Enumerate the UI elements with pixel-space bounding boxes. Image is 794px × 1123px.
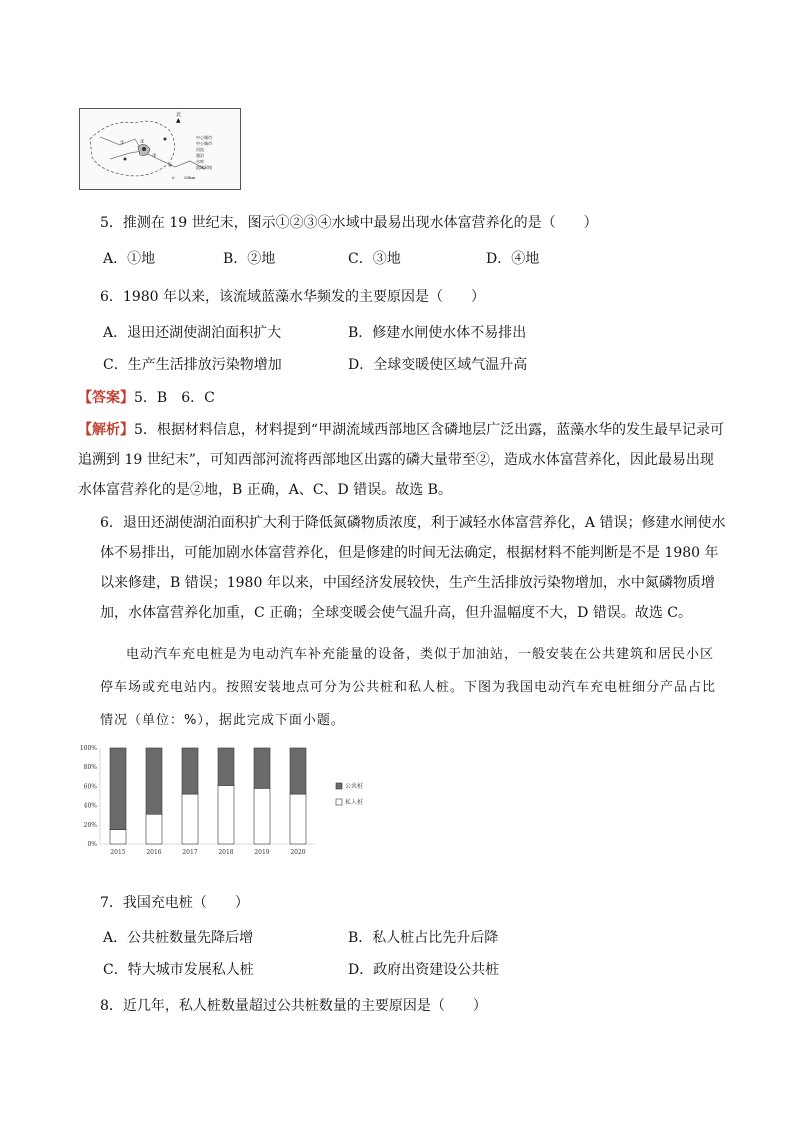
q5-option-c[interactable]: C．③地 [348, 251, 401, 267]
scale-start: 0 [172, 175, 175, 180]
svg-text:②: ② [140, 139, 145, 145]
north-arrow-icon: ▲ [176, 117, 181, 124]
y-tick-label: 0% [87, 841, 97, 848]
svg-text:①: ① [120, 140, 125, 146]
map-legend-item: 中心城市 [196, 135, 212, 140]
answer-value: 5．B 6．C [134, 390, 215, 406]
analysis-q6-text: 6．退田还湖使湖泊面积扩大利于降低氮磷物质浓度，利于减轻水体富营养化，A 错误；修建水闸使水体不易排出，可能加剧水体富营养化，但是修建的时间无法确定，根据材料不能判断是不是 1980 年以来修建，B 错误；1980 年以来，中国经济发展较快，生产生活排放污染物增加，水中氮磷物质增加，水体富营养化加重，C 正确；全球变暖会使气温升高，但升温幅度不大，D 错误。故选 C。 [100, 515, 726, 621]
x-tick-label: 2015 [110, 849, 126, 856]
bar-segment [218, 785, 234, 844]
y-tick-label: 60% [83, 783, 97, 791]
x-tick-label: 2018 [218, 849, 234, 856]
bar-segment [110, 748, 126, 830]
map-legend [196, 135, 212, 171]
map-legend-item: 中小城市 [196, 141, 212, 146]
north-label: 北 [176, 112, 182, 118]
map-legend-item: 水库 [196, 159, 204, 164]
q7-option-d[interactable]: D．政府出资建设公共桩 [348, 962, 500, 978]
charging-pile-chart [70, 740, 400, 865]
chart-svg [70, 740, 400, 865]
scale-unit: 30km [184, 175, 196, 180]
q6-option-a[interactable]: A．退田还湖使湖泊面积扩大 [103, 325, 282, 341]
bar-segment [254, 748, 270, 788]
q7-option-c[interactable]: C．特大城市发展私人桩 [103, 962, 254, 978]
bar-segment [182, 794, 198, 844]
bar-segment [290, 748, 306, 794]
analysis-q5 [78, 415, 726, 505]
bar-segment [146, 748, 162, 814]
q5-option-a[interactable]: A．①地 [103, 251, 156, 267]
q7-stem: 7．我国充电桩（ ） [100, 895, 249, 911]
q8-stem: 8．近几年，私人桩数量超过公共桩数量的主要原因是（ ） [100, 998, 487, 1014]
legend-swatch [336, 783, 342, 789]
y-tick-label: 40% [83, 802, 97, 810]
q7-option-b[interactable]: B．私人桩占比先升后降 [348, 930, 499, 946]
bar-segment [254, 788, 270, 844]
x-tick-label: 2017 [182, 849, 198, 856]
legend-label: 公共桩 [345, 783, 364, 790]
material-paragraph: 电动汽车充电桩是为电动汽车补充能量的设备，类似于加油站，一般安装在公共建筑和居民小区停车场或充电站内。按照安装地点可分为公共桩和私人桩。下图为我国电动汽车充电桩细分产品占比情况（单位：%），据此完成下面小题。 [100, 647, 717, 728]
svg-text:③: ③ [152, 153, 157, 159]
bar-segment [182, 748, 198, 794]
map-legend-item: 湖泊 [196, 153, 204, 158]
x-tick-label: 2016 [146, 849, 162, 856]
q6-option-b[interactable]: B．修建水闸使水体不易排出 [348, 325, 527, 341]
bar-segment [290, 794, 306, 844]
legend-swatch [336, 799, 342, 805]
q6-option-c[interactable]: C．生产生活排放污染物增加 [103, 357, 282, 373]
analysis-label: 【解析】 [78, 422, 134, 438]
q6-stem: 6．1980 年以来，该流域蓝藻水华频发的主要原因是（ ） [100, 289, 485, 305]
y-tick-label: 20% [83, 821, 97, 829]
map-graphic [80, 109, 240, 189]
bar-segment [218, 748, 234, 785]
y-tick-label: 80% [83, 764, 97, 772]
q7-option-a[interactable]: A．公共桩数量先降后增 [103, 930, 254, 946]
bar-segment [146, 814, 162, 844]
map-legend-item: 流域界线 [196, 165, 212, 170]
map-legend-item: 河流 [196, 147, 204, 152]
watershed-map [79, 108, 241, 190]
svg-text:④: ④ [168, 163, 173, 169]
q5-stem: 5．推测在 19 世纪末，图示①②③④水域中最易出现水体富营养化的是（ ） [100, 215, 598, 231]
answer-label: 【答案】 [78, 390, 134, 406]
y-tick-label: 100% [79, 745, 97, 752]
q5-option-b[interactable]: B．②地 [223, 251, 276, 267]
x-tick-label: 2019 [254, 849, 270, 856]
x-tick-label: 2020 [290, 849, 306, 856]
q5-option-d[interactable]: D．④地 [486, 251, 540, 267]
analysis-q5-text: 5．根据材料信息，材料提到“甲湖流域西部地区含磷地层广泛出露，蓝藻水华的发生最早记录可追溯到 19 世纪末”，可知西部河流将西部地区出露的磷大量带至②，造成水体富营养化，因此最易出现水体富营养化的是②地，B 正确，A、C、D 错误。故选 B。 [78, 422, 725, 498]
answer-line [78, 388, 215, 408]
bar-segment [110, 830, 126, 844]
legend-label: 私人桩 [345, 799, 364, 806]
q6-option-d[interactable]: D．全球变暖使区域气温升高 [348, 357, 528, 373]
